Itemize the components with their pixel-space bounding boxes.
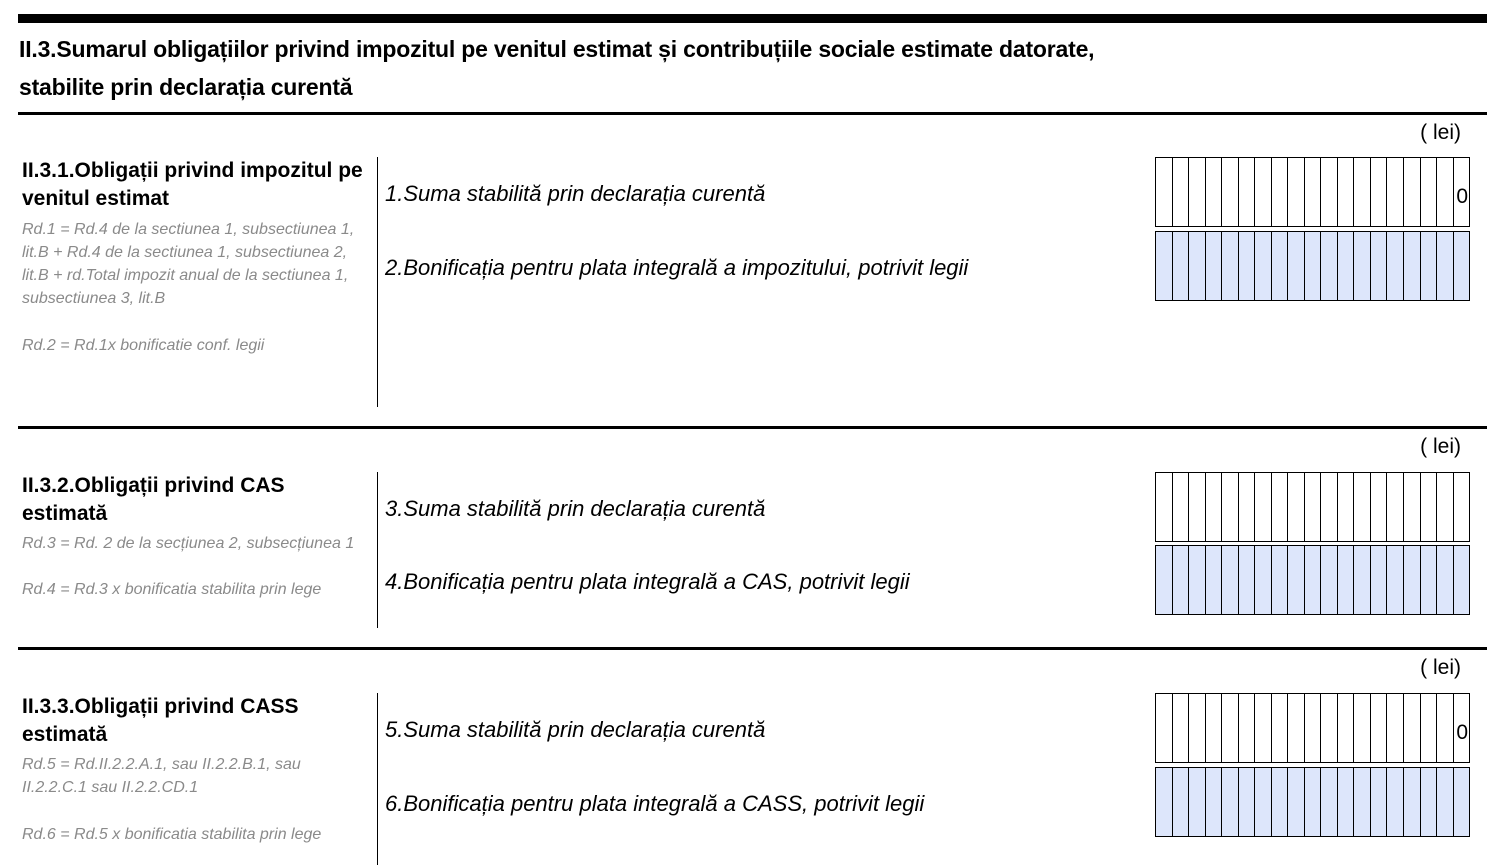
digit-cell	[1239, 768, 1256, 836]
digit-cell	[1272, 546, 1289, 614]
digit-cell	[1404, 768, 1421, 836]
digit-cell	[1288, 546, 1305, 614]
top-rule	[18, 14, 1487, 23]
row-1-label: 1.Suma stabilită prin declarația curentă	[385, 181, 766, 206]
digit-cell	[1255, 694, 1272, 762]
digit-cell	[1437, 546, 1454, 614]
digit-cell	[1321, 473, 1338, 541]
digit-cell	[1222, 546, 1239, 614]
section-3-note-rd5: Rd.5 = Rd.II.2.2.A.1, sau II.2.2.B.1, sau II.2.2.C.1 sau II.2.2.CD.1	[22, 756, 301, 796]
section-1-unit: ( lei)	[1420, 121, 1461, 144]
digit-cell	[1404, 232, 1421, 300]
row-1-value: 0	[1456, 185, 1468, 208]
digit-cell	[1454, 768, 1470, 836]
digit-cell	[1239, 694, 1256, 762]
digit-cell	[1206, 232, 1223, 300]
row-6-amount-field[interactable]	[1155, 767, 1470, 837]
digit-cell	[1156, 232, 1173, 300]
digit-cell	[1321, 546, 1338, 614]
digit-cell	[1222, 232, 1239, 300]
digit-cell	[1354, 546, 1371, 614]
section-1-rule	[18, 112, 1487, 115]
digit-cell	[1156, 546, 1173, 614]
digit-cell	[1173, 768, 1190, 836]
row-5-label: 5.Suma stabilită prin declarația curentă	[385, 717, 766, 742]
digit-cell	[1305, 546, 1322, 614]
digit-cell	[1305, 158, 1322, 226]
digit-cell	[1288, 694, 1305, 762]
section-1-divider	[377, 157, 378, 407]
digit-cell	[1371, 158, 1388, 226]
digit-cell	[1206, 473, 1223, 541]
digit-cell	[1156, 768, 1173, 836]
digit-cell	[1421, 768, 1438, 836]
digit-cell	[1404, 473, 1421, 541]
section-2-rule	[18, 426, 1487, 429]
digit-cell	[1239, 232, 1256, 300]
page-title	[19, 30, 1319, 106]
section-2-note-rd3: Rd.3 = Rd. 2 de la secțiunea 2, subsecțiunea 1	[22, 535, 355, 552]
page-title-line2: stabilite prin declarația curentă	[19, 74, 353, 100]
digit-cell	[1404, 546, 1421, 614]
digit-cell	[1222, 694, 1239, 762]
digit-cell	[1371, 473, 1388, 541]
digit-cell	[1239, 546, 1256, 614]
digit-cell	[1173, 158, 1190, 226]
section-3-heading: II.3.3.Obligații privind CASS estimată	[22, 695, 299, 746]
digit-cell	[1255, 546, 1272, 614]
digit-cell	[1272, 768, 1289, 836]
digit-cell	[1272, 158, 1289, 226]
digit-cell	[1387, 768, 1404, 836]
row-5-value: 0	[1456, 721, 1468, 744]
digit-cell	[1354, 694, 1371, 762]
section-3-unit: ( lei)	[1420, 656, 1461, 679]
digit-cell	[1222, 768, 1239, 836]
digit-cell	[1189, 158, 1206, 226]
digit-cell	[1173, 546, 1190, 614]
digit-cell	[1437, 232, 1454, 300]
digit-cell	[1255, 232, 1272, 300]
digit-cell	[1189, 768, 1206, 836]
digit-cell	[1156, 694, 1173, 762]
section-1-note-rd1: Rd.1 = Rd.4 de la sectiunea 1, subsectiunea 1, lit.B + Rd.4 de la sectiunea 1, subsectiunea 2, lit.B + rd.Total impozit anual de la sectiunea 1, subsectiunea 3, lit.B	[22, 221, 355, 307]
digit-cell	[1338, 158, 1355, 226]
digit-cell	[1421, 694, 1438, 762]
row-1-amount-field[interactable]	[1155, 157, 1470, 227]
digit-cell	[1371, 546, 1388, 614]
row-5-amount-field[interactable]	[1155, 693, 1470, 763]
digit-cell	[1338, 694, 1355, 762]
digit-cell	[1321, 768, 1338, 836]
digit-cell	[1387, 158, 1404, 226]
digit-cell	[1437, 768, 1454, 836]
digit-cell	[1437, 158, 1454, 226]
digit-cell	[1354, 768, 1371, 836]
digit-cell	[1321, 232, 1338, 300]
section-2-divider	[377, 472, 378, 628]
digit-cell	[1354, 158, 1371, 226]
digit-cell	[1404, 158, 1421, 226]
digit-cell	[1255, 473, 1272, 541]
digit-cell	[1173, 694, 1190, 762]
digit-cell	[1437, 694, 1454, 762]
digit-cell	[1206, 694, 1223, 762]
digit-cell	[1189, 546, 1206, 614]
row-4-amount-field[interactable]	[1155, 545, 1470, 615]
digit-cell	[1338, 768, 1355, 836]
digit-cell	[1371, 768, 1388, 836]
digit-cell	[1272, 694, 1289, 762]
digit-cell	[1156, 473, 1173, 541]
digit-cell	[1222, 473, 1239, 541]
digit-cell	[1387, 473, 1404, 541]
digit-cell	[1404, 694, 1421, 762]
digit-cell	[1288, 768, 1305, 836]
row-4-label: 4.Bonificația pentru plata integrală a CAS, potrivit legii	[385, 569, 910, 594]
digit-cell	[1421, 158, 1438, 226]
digit-cell	[1354, 473, 1371, 541]
digit-cell	[1354, 232, 1371, 300]
row-6-label: 6.Bonificația pentru plata integrală a CASS, potrivit legii	[385, 791, 925, 816]
digit-cell	[1189, 473, 1206, 541]
digit-cell	[1387, 694, 1404, 762]
digit-cell	[1421, 473, 1438, 541]
digit-cell	[1288, 232, 1305, 300]
digit-cell	[1437, 473, 1454, 541]
digit-cell	[1206, 158, 1223, 226]
digit-cell	[1189, 694, 1206, 762]
section-3-rule	[18, 647, 1487, 650]
digit-cell	[1173, 232, 1190, 300]
digit-cell	[1288, 473, 1305, 541]
section-2-note-rd4: Rd.4 = Rd.3 x bonificatia stabilita prin lege	[22, 581, 322, 598]
digit-cell	[1305, 694, 1322, 762]
digit-cell	[1189, 232, 1206, 300]
digit-cell	[1338, 546, 1355, 614]
digit-cell	[1288, 158, 1305, 226]
digit-cell	[1255, 768, 1272, 836]
digit-cell	[1387, 232, 1404, 300]
page-title-line1: II.3.Sumarul obligațiilor privind impozitul pe venitul estimat și contribuțiile sociale estimate datorate,	[19, 36, 1095, 62]
digit-cell	[1305, 768, 1322, 836]
digit-cell	[1338, 232, 1355, 300]
digit-cell	[1206, 768, 1223, 836]
digit-cell	[1156, 158, 1173, 226]
row-2-label: 2.Bonificația pentru plata integrală a impozitului, potrivit legii	[385, 255, 969, 280]
digit-cell	[1421, 546, 1438, 614]
digit-cell	[1206, 546, 1223, 614]
digit-cell	[1338, 473, 1355, 541]
row-3-amount-field[interactable]	[1155, 472, 1470, 542]
digit-cell	[1321, 694, 1338, 762]
section-3-divider	[377, 693, 378, 865]
digit-cell	[1222, 158, 1239, 226]
digit-cell	[1454, 546, 1470, 614]
section-3-note-rd6: Rd.6 = Rd.5 x bonificatia stabilita prin lege	[22, 826, 322, 843]
section-1-note-rd2: Rd.2 = Rd.1x bonificatie conf. legii	[22, 337, 265, 354]
digit-cell	[1321, 158, 1338, 226]
digit-cell	[1173, 473, 1190, 541]
digit-cell	[1255, 158, 1272, 226]
row-2-amount-field[interactable]	[1155, 231, 1470, 301]
digit-cell	[1371, 232, 1388, 300]
digit-cell	[1305, 232, 1322, 300]
digit-cell	[1387, 546, 1404, 614]
digit-cell	[1305, 473, 1322, 541]
digit-cell	[1421, 232, 1438, 300]
row-3-label: 3.Suma stabilită prin declarația curentă	[385, 496, 766, 521]
digit-cell	[1239, 158, 1256, 226]
section-1-heading: II.3.1.Obligații privind impozitul pe venitul estimat	[22, 159, 363, 210]
digit-cell	[1454, 473, 1470, 541]
section-2-heading: II.3.2.Obligații privind CAS estimată	[22, 474, 285, 525]
digit-cell	[1371, 694, 1388, 762]
digit-cell	[1272, 473, 1289, 541]
digit-cell	[1239, 473, 1256, 541]
digit-cell	[1454, 232, 1470, 300]
digit-cell	[1272, 232, 1289, 300]
section-2-unit: ( lei)	[1420, 435, 1461, 458]
